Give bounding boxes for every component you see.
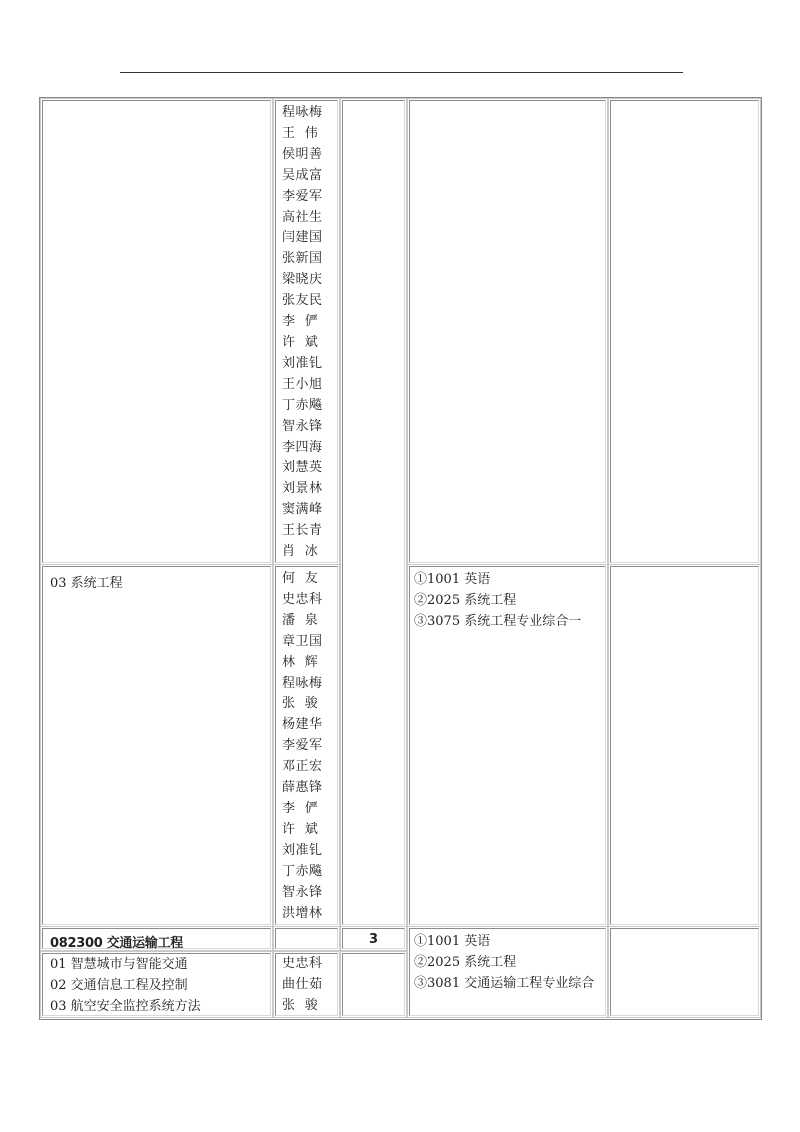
exam-cell: [409, 928, 606, 1016]
exam-subjects-list: [414, 931, 594, 994]
supervisor-name: 王 伟: [282, 125, 319, 141]
research-direction: 02 交通信息工程及控制: [50, 978, 188, 993]
supervisor-name: 梁晓庆: [282, 272, 323, 288]
exam-subject: ①1001 英语: [414, 934, 491, 949]
supervisor-name: 刘准钆: [282, 842, 323, 858]
supervisor-name: 曲仕茹: [282, 976, 323, 992]
supervisor-name: 李爱军: [282, 738, 323, 754]
supervisor-name: 王长青: [282, 523, 323, 539]
major-name: 082300 交通运输工程: [50, 936, 183, 951]
exam-subject: ③3075 系统工程专业综合一: [414, 614, 582, 629]
exam-subject: ①1001 英语: [414, 572, 491, 587]
supervisor-name: 闫建国: [282, 230, 323, 246]
supervisor-name: 程咏梅: [282, 675, 323, 691]
supervisor-name: 窦满峰: [282, 502, 323, 518]
supervisor-name: 许 斌: [282, 334, 319, 350]
major-cell: [42, 928, 271, 949]
supervisor-name: 张新国: [282, 251, 323, 267]
supervisor-cell: [275, 100, 338, 563]
supervisor-name: 丁赤飚: [282, 863, 323, 879]
supervisor-name: 史忠科: [282, 956, 323, 971]
supervisor-name: 李 俨: [282, 314, 319, 330]
supervisor-name: 张 骏: [282, 696, 319, 712]
enrollment-count-cell: [342, 928, 405, 949]
supervisor-name: 肖 冰: [282, 544, 319, 560]
supervisor-name: 刘景林: [282, 481, 323, 497]
direction-cell: [42, 566, 271, 925]
supervisor-list: [282, 569, 323, 924]
supervisor-name: 侯明善: [282, 146, 323, 162]
supervisor-name: 林 辉: [282, 654, 319, 670]
direction-label: 03 系统工程: [50, 576, 123, 591]
direction-cell-empty: [42, 100, 271, 563]
supervisor-name: 刘慧英: [282, 460, 323, 476]
exam-subject: ③3081 交通运输工程专业综合: [414, 976, 595, 991]
supervisor-name: 史忠科: [282, 591, 323, 607]
supervisor-cell-empty: [275, 928, 338, 949]
supervisor-list: [282, 103, 323, 563]
supervisor-list: [282, 954, 323, 1017]
supervisor-name: 刘准钆: [282, 355, 323, 371]
remarks-cell-empty: [610, 928, 759, 1016]
research-direction: 01 智慧城市与智能交通: [50, 957, 188, 972]
supervisor-name: 何 友: [282, 571, 319, 586]
supervisor-name: 潘 泉: [282, 612, 319, 628]
supervisor-name: 李 俨: [282, 800, 319, 816]
supervisor-name: 张 骏: [282, 997, 319, 1013]
research-direction: 03 航空安全监控系统方法: [50, 999, 201, 1014]
supervisor-name: 杨建华: [282, 717, 323, 733]
supervisor-name: 智永锋: [282, 884, 323, 900]
supervisor-name: 王小旭: [282, 376, 323, 392]
exam-subject: ②2025 系统工程: [414, 955, 517, 970]
supervisor-name: 丁赤飚: [282, 397, 323, 413]
enrollment-cell-empty: [342, 953, 405, 1016]
supervisor-name: 章卫国: [282, 633, 323, 649]
supervisor-name: 洪增林: [282, 905, 323, 921]
supervisor-cell: [275, 953, 338, 1016]
supervisor-name: 吴成富: [282, 167, 323, 183]
remarks-cell-empty: [610, 566, 759, 925]
supervisor-name: 李四海: [282, 439, 323, 455]
supervisor-name: 张友民: [282, 293, 323, 309]
exam-cell: [409, 566, 606, 925]
supervisor-name: 邓正宏: [282, 759, 323, 775]
supervisor-name: 许 斌: [282, 821, 319, 837]
exam-cell-empty: [409, 100, 606, 563]
exam-subjects-list: [414, 569, 581, 632]
remarks-cell-empty: [610, 100, 759, 563]
direction-cell: [42, 953, 271, 1016]
supervisor-name: 智永锋: [282, 418, 323, 434]
supervisor-name: 高社生: [282, 209, 323, 225]
supervisor-cell: [275, 566, 338, 925]
enrollment-cell-empty: [342, 100, 405, 925]
supervisor-name: 薛惠锋: [282, 780, 323, 796]
research-directions-list: [50, 954, 201, 1017]
enrollment-count: 3: [368, 932, 379, 947]
supervisor-name: 李爱军: [282, 188, 323, 204]
header-rule: [120, 72, 683, 73]
supervisor-name: 程咏梅: [282, 105, 323, 120]
exam-subject: ②2025 系统工程: [414, 593, 517, 608]
